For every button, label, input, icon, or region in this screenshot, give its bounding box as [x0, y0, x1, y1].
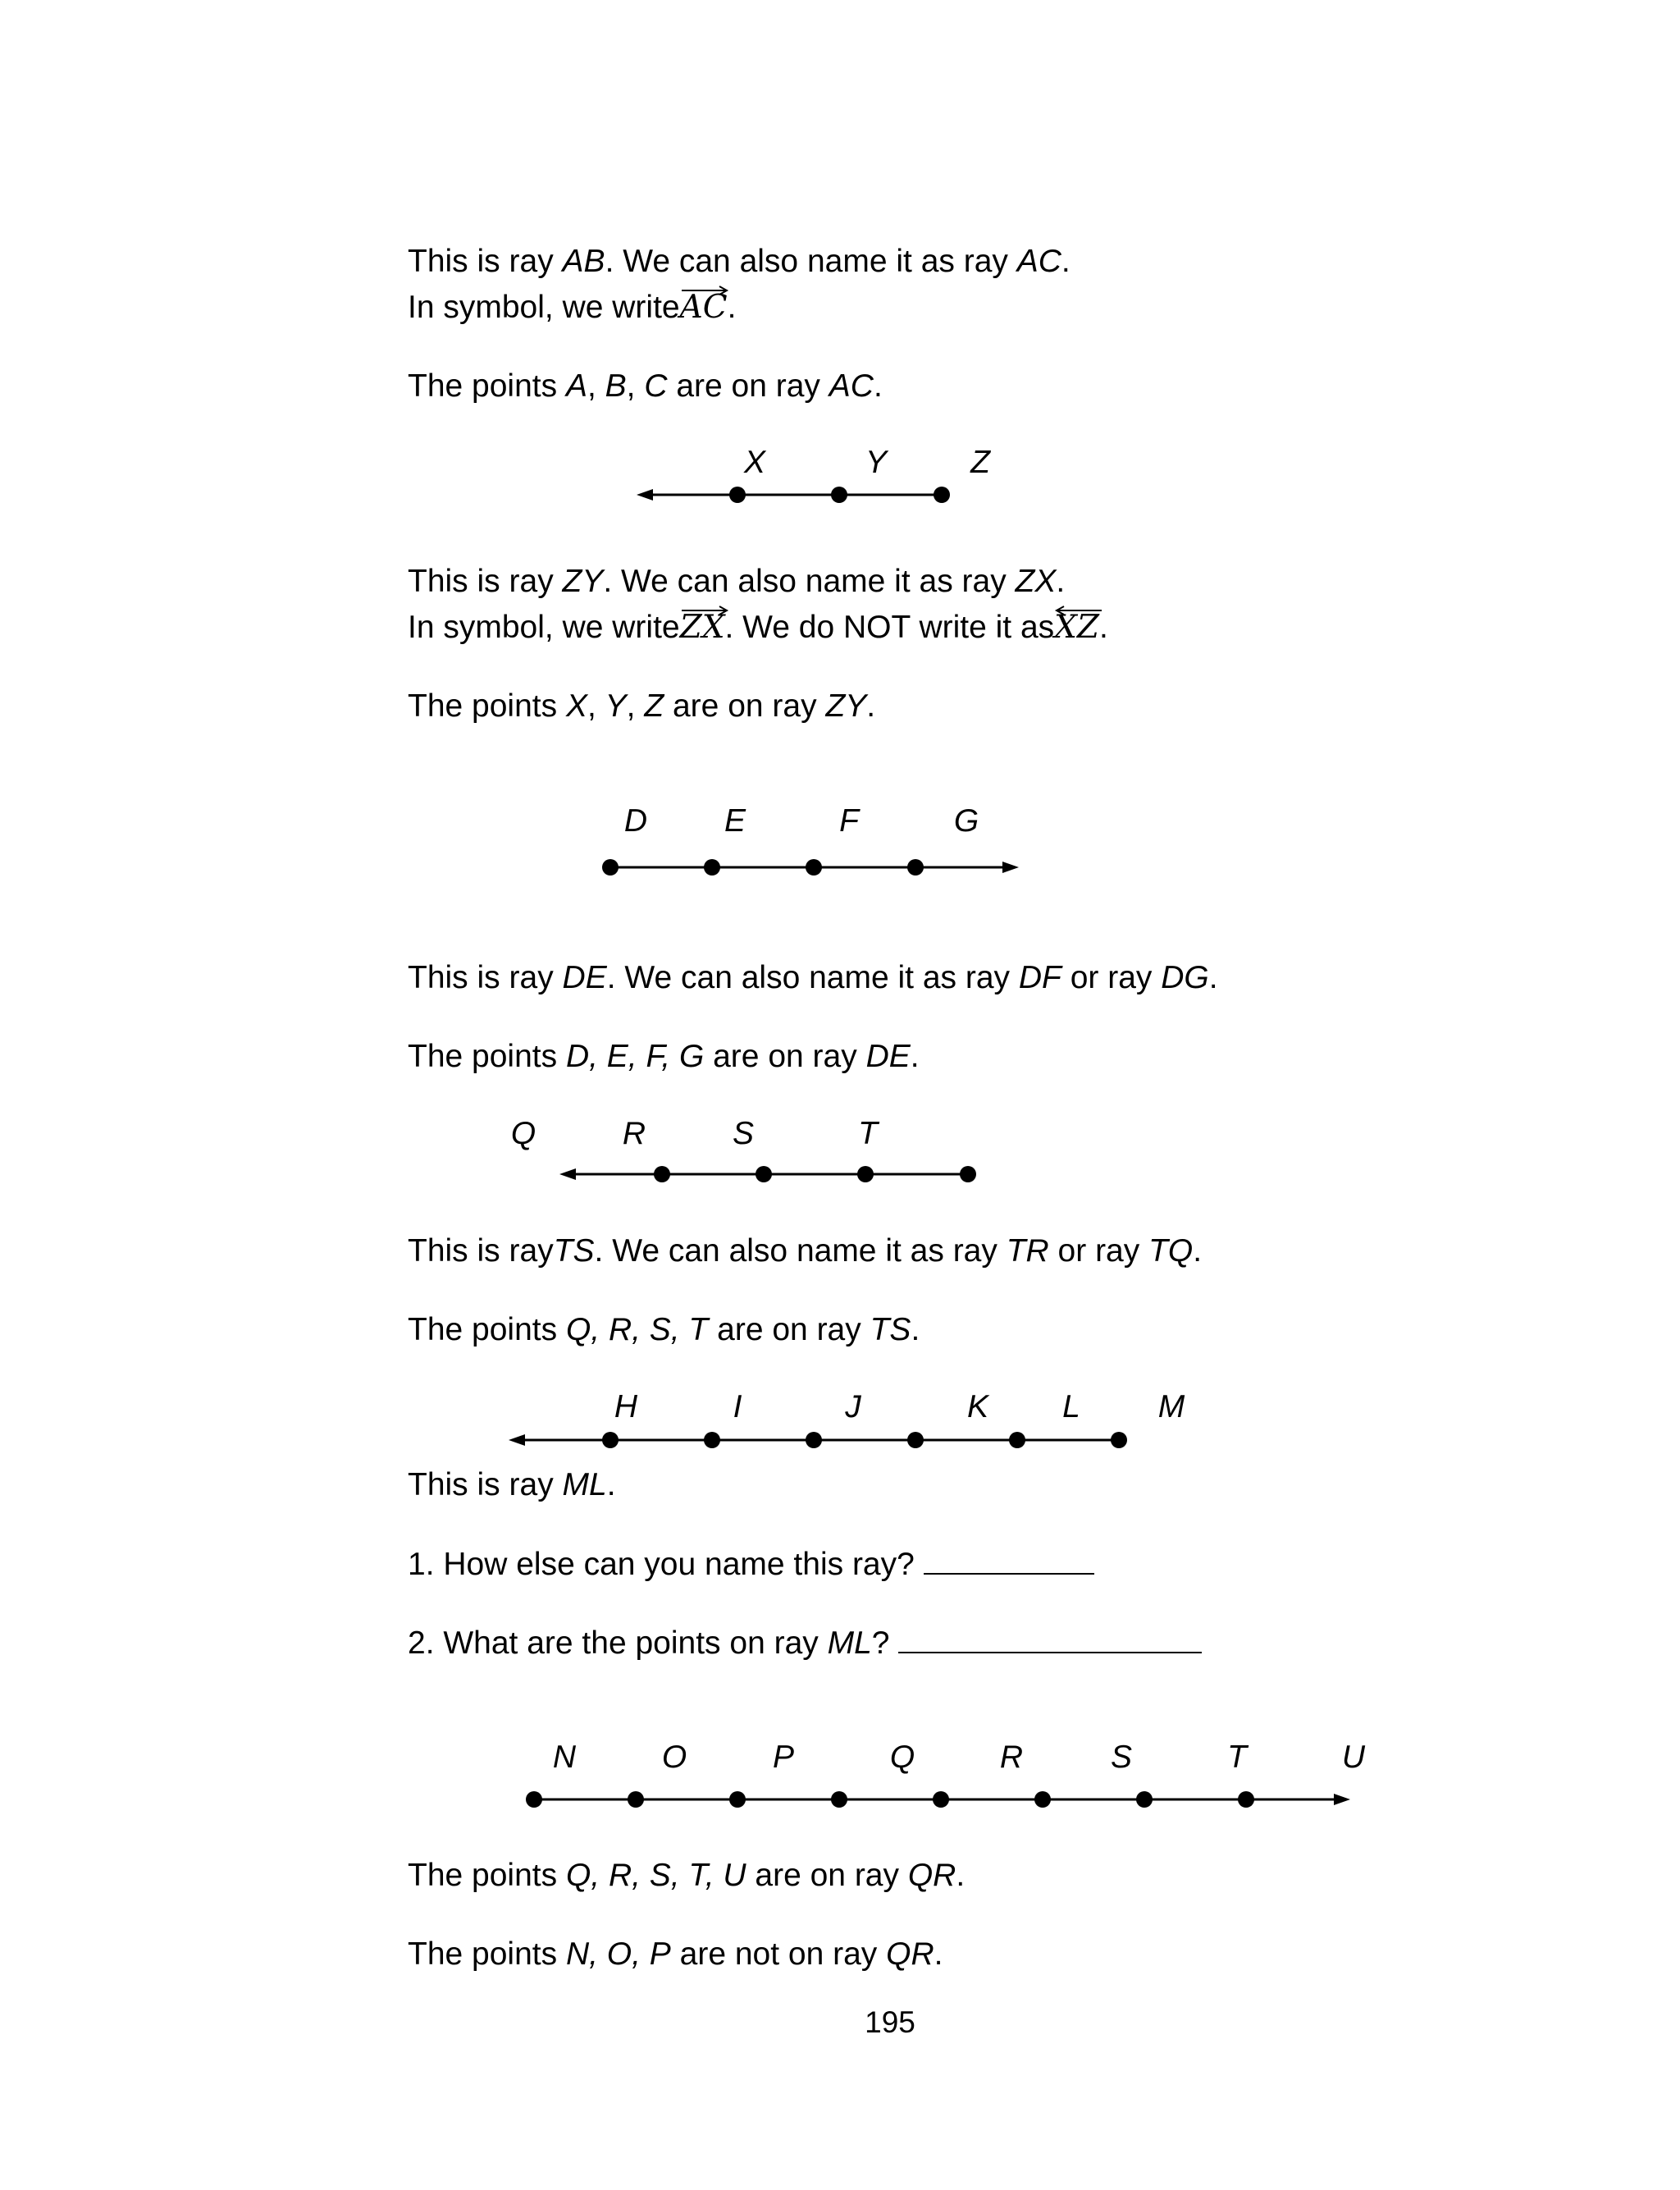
point-dot: [907, 859, 924, 876]
point-label: Y: [865, 445, 888, 480]
point-label: Q: [510, 1116, 536, 1151]
answer-blank[interactable]: [924, 1545, 1094, 1575]
point-dot: [806, 1432, 822, 1448]
point-label: G: [953, 803, 979, 839]
point-dot: [602, 859, 619, 876]
point-dot: [756, 1166, 772, 1182]
point-dot: [934, 487, 950, 503]
text-line: The points A, B, C are on ray AC.: [408, 368, 883, 404]
ray-symbol: AC: [680, 289, 728, 327]
point-dot: [602, 1432, 619, 1448]
text-line: This is rayTS. We can also name it as ray TR or ray TQ.: [408, 1233, 1203, 1269]
point-label: R: [999, 1740, 1024, 1775]
point-label: E: [724, 803, 746, 839]
question-1: 1. How else can you name this ray?: [408, 1545, 1094, 1584]
point-label: H: [614, 1389, 638, 1424]
point-dot: [704, 1432, 720, 1448]
point-dot: [933, 1791, 949, 1808]
point-dot: [907, 1432, 924, 1448]
text-line: In symbol, we write AC.: [408, 289, 736, 327]
point-dot: [704, 859, 720, 876]
point-dot: [1136, 1791, 1153, 1808]
point-dot: [831, 1791, 847, 1808]
point-dot: [1238, 1791, 1254, 1808]
point-dot: [831, 487, 847, 503]
point-dot: [806, 859, 822, 876]
point-label: N: [552, 1740, 577, 1775]
point-label: Z: [970, 445, 990, 480]
point-label: S: [1110, 1740, 1133, 1775]
right-arrow-icon: [680, 606, 729, 615]
left-arrowhead: [637, 489, 653, 501]
point-dot: [526, 1791, 542, 1808]
point-dot: [960, 1166, 976, 1182]
point-dot: [628, 1791, 644, 1808]
text-line: The points X, Y, Z are on ray ZY.: [408, 688, 876, 724]
text-line: The points Q, R, S, T, U are on ray QR.: [408, 1858, 966, 1893]
point-dot: [1111, 1432, 1127, 1448]
point-label: L: [1062, 1389, 1080, 1424]
text-line: This is ray ZY. We can also name it as ray ZX.: [408, 564, 1066, 599]
point-label: T: [1227, 1740, 1247, 1775]
right-arrowhead: [1334, 1794, 1350, 1805]
text-line: This is ray ML.: [408, 1467, 616, 1502]
page-number: 195: [865, 2005, 915, 2039]
right-arrow-icon: [680, 286, 729, 295]
point-label: J: [845, 1389, 861, 1424]
text-line: In symbol, we write ZX. We do NOT write it as XZ.: [408, 609, 1108, 647]
ray-symbol: ZX: [680, 609, 725, 647]
point-label: T: [858, 1116, 878, 1151]
point-dot: [654, 1166, 670, 1182]
left-arrow-icon: [1054, 606, 1103, 615]
point-label: S: [732, 1116, 755, 1151]
point-dot: [729, 1791, 746, 1808]
text-line: This is ray DE. We can also name it as ray DF or ray DG.: [408, 960, 1218, 995]
text-line: This is ray AB. We can also name it as ray AC.: [408, 244, 1071, 279]
point-dot: [1009, 1432, 1025, 1448]
text-line: The points Q, R, S, T are on ray TS.: [408, 1312, 920, 1347]
point-label: D: [623, 803, 648, 839]
left-arrowhead: [559, 1168, 576, 1180]
point-label: O: [661, 1740, 687, 1775]
point-label: Q: [889, 1740, 915, 1775]
text-line: The points D, E, F, G are on ray DE.: [408, 1039, 920, 1074]
ray-symbol: XZ: [1054, 609, 1099, 647]
answer-blank[interactable]: [898, 1624, 1202, 1653]
point-dot: [857, 1166, 874, 1182]
point-label: U: [1341, 1740, 1366, 1775]
point-label: P: [772, 1740, 795, 1775]
point-label: I: [733, 1389, 742, 1424]
right-arrowhead: [1002, 862, 1019, 873]
left-arrowhead: [509, 1434, 525, 1446]
point-label: M: [1157, 1389, 1185, 1424]
point-dot: [1034, 1791, 1051, 1808]
point-dot: [729, 487, 746, 503]
point-label: K: [966, 1389, 989, 1424]
text-line: The points N, O, P are not on ray QR.: [408, 1936, 943, 1972]
point-label: F: [839, 803, 859, 839]
point-label: R: [622, 1116, 646, 1151]
question-2: 2. What are the points on ray ML?: [408, 1624, 1202, 1662]
point-label: X: [743, 445, 766, 480]
